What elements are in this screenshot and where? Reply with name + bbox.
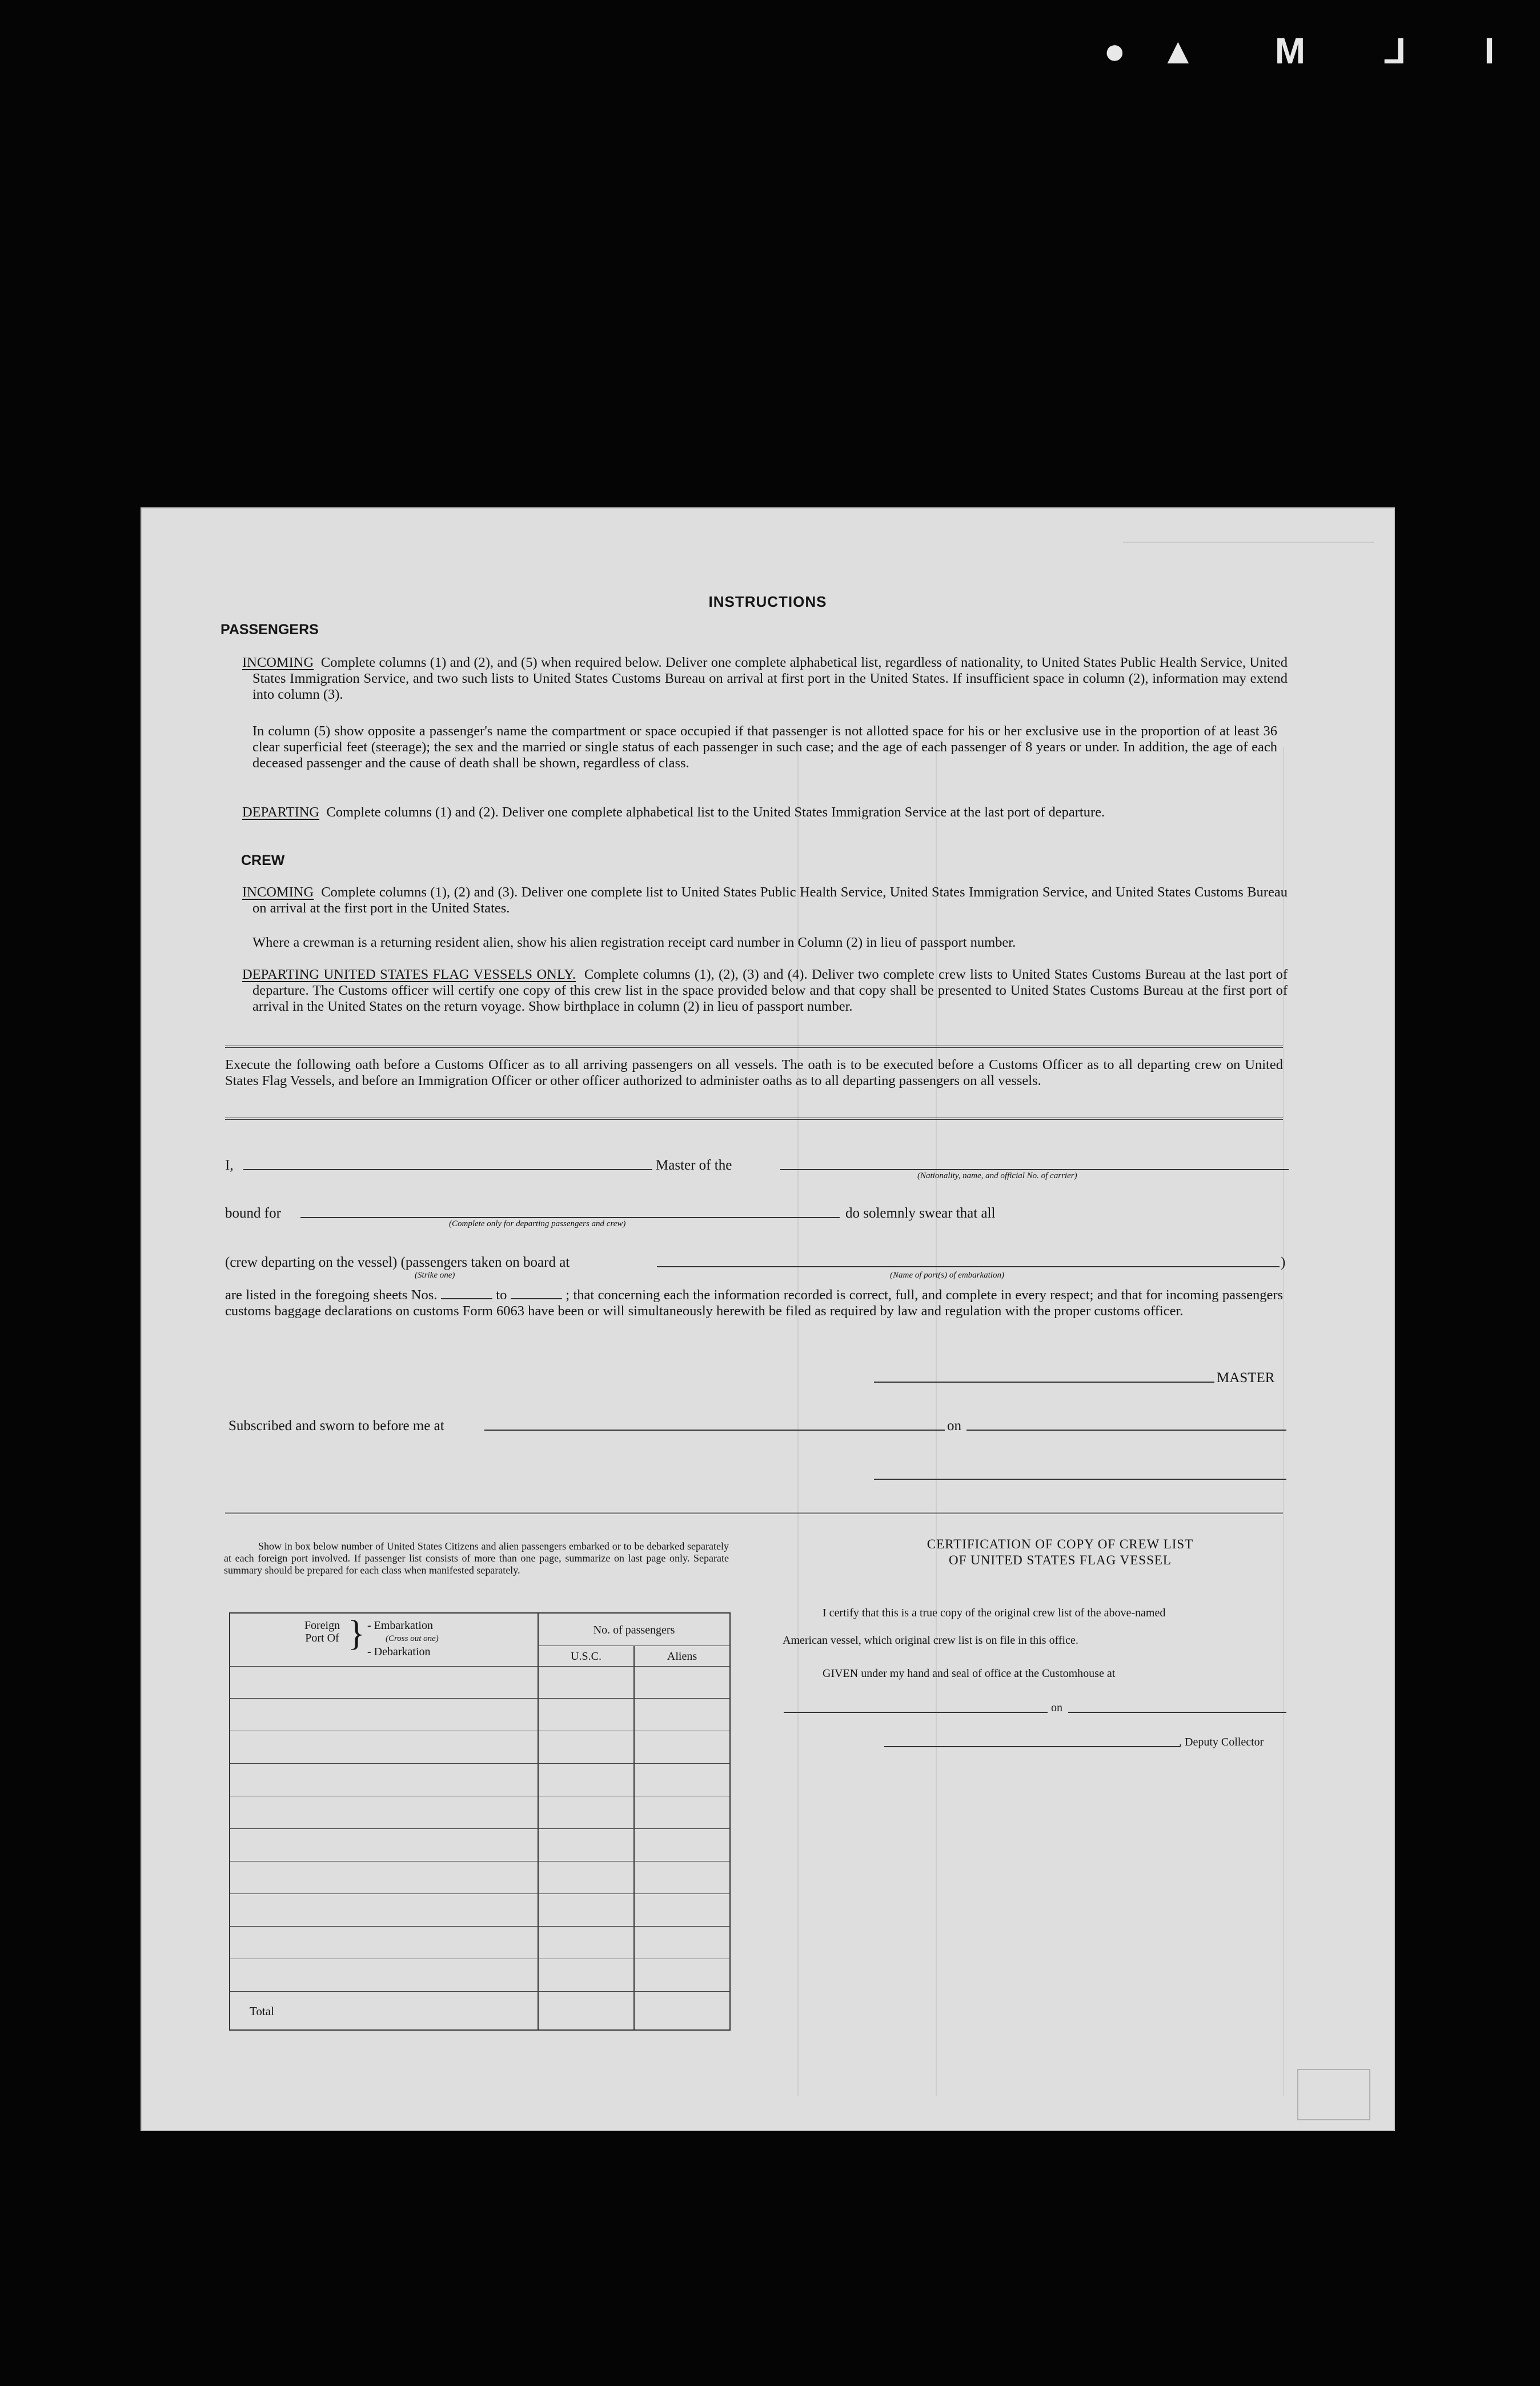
subscribed-label: Subscribed and sworn to before me at [228,1418,444,1434]
crew-resident-text: Where a crewman is a returning resident alien, show his alien registration receipt card number in Column (2) in lieu of passport number. [252,935,1016,950]
cross-out-caption: (Cross out one) [386,1634,439,1643]
table-row [230,1926,729,1927]
embark-caption: (Name of port(s) of embarkation) [890,1271,1004,1280]
foreign-port-label: Foreign Port Of [304,1619,340,1644]
sheets-paragraph [225,1287,1283,1319]
customhouse-field[interactable] [784,1712,1048,1713]
embarkation-port-field[interactable] [657,1266,1280,1267]
passenger-summary-table [229,1612,731,2031]
film-edge-marks: I L M ▲● [1069,30,1494,71]
bound-caption: (Complete only for departing passengers and crew) [449,1219,626,1228]
crew-incoming [242,884,1288,916]
form-sheet [141,507,1395,2131]
col-divider [538,1614,539,2029]
passengers-incoming-text: Complete columns (1) and (2), and (5) when required below. Deliver one complete alphabetical list, regardless of nationality, to United States Public Health Service, United States Immigration Service, and two such lists to United States Customs Bureau on arrival at first port in the United States. If insufficient space in column (2), information may extend into column (3). [252,655,1288,702]
divider [225,1118,1283,1120]
subscribed-on-label: on [947,1418,961,1434]
swear-label: do solemnly swear that all [845,1206,996,1221]
sheets-text: are listed in the foregoing sheets Nos. [225,1287,438,1303]
master-name-field[interactable] [243,1169,652,1170]
master-signature-label: MASTER [1217,1370,1275,1386]
close-paren: ) [1281,1255,1286,1270]
table-row [230,1698,729,1699]
carrier-field[interactable] [780,1169,1289,1170]
deputy-collector-label: , Deputy Collector [1179,1736,1264,1748]
deputy-signature-field[interactable] [884,1746,1180,1747]
sheet-to-field[interactable] [511,1287,562,1299]
col-divider [633,1646,635,2029]
aliens-header: Aliens [667,1650,697,1663]
crew-incoming-label: INCOMING [242,884,314,900]
to-label: to [496,1287,507,1303]
crew-heading: CREW [241,852,285,868]
subscribed-place-field[interactable] [484,1430,945,1431]
no-passengers-header: No. of passengers [593,1624,675,1636]
table-row [230,1828,729,1829]
carrier-caption: (Nationality, name, and official No. of carrier) [917,1171,1077,1180]
passengers-column5 [252,723,1277,771]
usc-header: U.S.C. [571,1650,601,1663]
divider [225,1046,1283,1048]
master-signature-field[interactable] [874,1382,1214,1383]
certify-text-1: I certify that this is a true copy of the original crew list of the above-named [823,1607,1166,1619]
bleed-through-margin [1283,747,1370,2096]
sheet-from-field[interactable] [441,1287,492,1299]
bound-for-field[interactable] [300,1217,840,1218]
certification-title-2: OF UNITED STATES FLAG VESSEL [949,1553,1172,1567]
crew-departing-label: (crew departing on the vessel) (passengers taken on board at [225,1255,570,1270]
certify-text-2: American vessel, which original crew list is on file in this office. [783,1634,1078,1647]
summary-instruction: Show in box below number of United States Citizens and alien passengers embarked or to be debarked separately at each foreign port involved. If passenger list consists of more than one page, summarize on last page only. Separate summary should be prepared for each class when manifested separately. [224,1540,729,1576]
strike-caption: (Strike one) [415,1271,455,1280]
certify-date-field[interactable] [1068,1712,1286,1713]
table-row [230,1991,729,1992]
embarkation-label: - Embarkation [367,1619,433,1632]
crew-departing-label: DEPARTING UNITED STATES FLAG VESSELS ONLY. [242,967,576,982]
crew-incoming-text: Complete columns (1), (2) and (3). Deliver one complete list to United States Public Health Service, United States Immigration Service, and United States Customs Bureau on arrival at the first port in the United States. [252,884,1288,916]
bleed-through [1123,542,1374,594]
certification-title-1: CERTIFICATION OF COPY OF CREW LIST [927,1537,1194,1551]
oath-i-label: I, [225,1158,234,1173]
passengers-incoming-label: INCOMING [242,655,314,670]
given-text: GIVEN under my hand and seal of office at the Customhouse at [823,1667,1116,1680]
crew-departing-text: Complete columns (1), (2), (3) and (4). Deliver two complete crew lists to United States Customs Bureau at the last port of departure. The Customs officer will certify one copy of this crew list in the space provided below and that copy shall be presented to United States Customs Bureau at the first port of arrival in the United States on the return voyage. Show birthplace in column (2) in lieu of passport number. [252,967,1288,1014]
officer-signature-field[interactable] [874,1479,1286,1480]
passengers-departing-label: DEPARTING [242,804,320,820]
passengers-incoming [242,655,1288,703]
crew-resident [252,935,1277,951]
total-label: Total [250,2004,274,2018]
passengers-departing [242,804,1288,820]
debarkation-label: - Debarkation [367,1646,431,1658]
subscribed-date-field[interactable] [966,1430,1286,1431]
master-of-label: Master of the [656,1158,732,1173]
divider [225,1512,1283,1514]
instructions-title: INSTRUCTIONS [708,593,827,610]
form-number-stamp [1297,2069,1370,2120]
passengers-heading: PASSENGERS [220,622,319,638]
passengers-column5-text: In column (5) show opposite a passenger's name the compartment or space occupied if that passenger is not allotted space for his or her exclusive use in the proportion of at least 36 clear superficial feet (steerage); the sex and the married or single status of each passenger in such case; and the age of each passenger of 8 years or under. In addition, the age of each deceased passenger and the cause of death shall be shown, regardless of class. [252,723,1277,771]
header-bottom [230,1666,729,1667]
certify-on-label: on [1051,1702,1062,1714]
passengers-departing-text: Complete columns (1) and (2). Deliver one complete alphabetical list to the United States Immigration Service at the last port of departure. [326,804,1105,820]
table-row [230,1893,729,1894]
crew-departing [242,967,1288,1015]
table-row [230,1763,729,1764]
oath-instruction: Execute the following oath before a Customs Officer as to all arriving passengers on all vessels. The oath is to be executed before a Customs Officer as to all departing crew on United States Flag Vessels, and before an Immigration Officer or other officer authorized to administer oaths as to all departing passengers on all vessels. [225,1057,1283,1088]
sheets-rest: ; that concerning each the information recorded is correct, full, and complete in every respect; and that for incoming passengers customs baggage declarations on customs Form 6063 have been or will simultaneously herewith be filed as required by law and regulation with the proper customs officer. [225,1287,1284,1319]
bound-for-label: bound for [225,1206,281,1221]
brace: } [348,1614,365,1653]
